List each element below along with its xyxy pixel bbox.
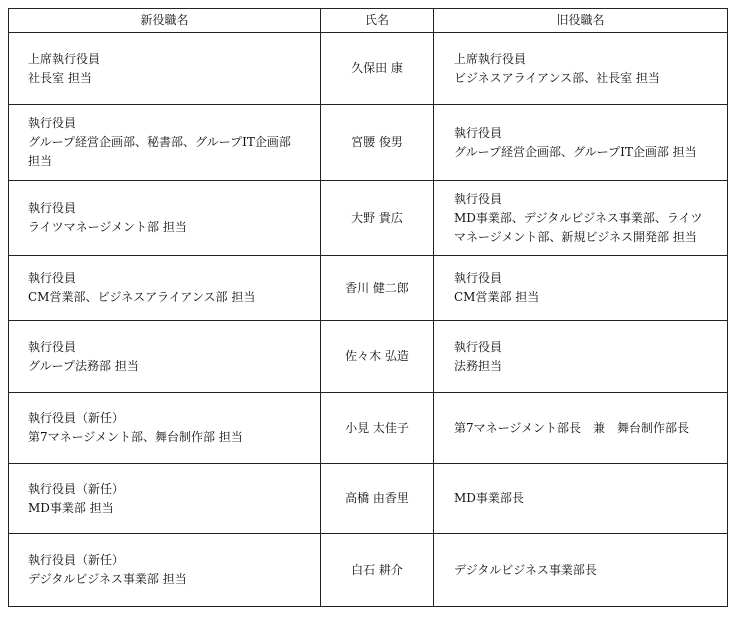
person-name: 佐々木 弘造 — [321, 321, 434, 393]
old-title-line: 執行役員 — [454, 125, 503, 140]
new-title-line: 執行役員 — [28, 339, 77, 354]
new-title-cell — [9, 105, 321, 181]
new-title-cell — [9, 534, 321, 607]
old-title-cell — [434, 464, 728, 534]
new-title-line: ライツマネージメント部 担当 — [28, 220, 187, 234]
person-name: 宮腰 俊男 — [321, 105, 434, 181]
old-title-line: 第7マネージメント部長 兼 舞台制作部長 — [454, 420, 690, 435]
header-new-title: 新役職名 — [9, 9, 321, 33]
table-row — [9, 321, 728, 393]
old-title-cell — [434, 321, 728, 393]
old-title-line: 執行役員 — [454, 271, 503, 285]
old-title-cell — [434, 534, 728, 607]
old-title-line: 上席執行役員 — [454, 51, 527, 66]
table-row — [9, 464, 728, 534]
old-title-cell — [434, 105, 728, 181]
old-title-line: CM営業部 担当 — [454, 290, 540, 304]
old-title-line: MD事業部長 — [454, 491, 524, 505]
new-title-cell — [9, 181, 321, 256]
old-title-cell — [434, 181, 728, 256]
officer-change-table — [8, 8, 728, 607]
new-title-line: CM営業部、ビジネスアライアンス部 担当 — [28, 290, 256, 304]
table-row — [9, 256, 728, 321]
old-title-line: 法務担当 — [454, 358, 503, 373]
old-title-line: 執行役員 — [454, 191, 503, 206]
new-title-line: MD事業部 担当 — [28, 500, 114, 515]
table-row — [9, 393, 728, 464]
person-name: 大野 貴広 — [321, 181, 434, 256]
table-row — [9, 534, 728, 607]
new-title-line: 執行役員 — [28, 201, 77, 215]
old-title-line: MD事業部、デジタルビジネス事業部、ライツ — [454, 210, 703, 225]
new-title-line: 上席執行役員 — [28, 51, 101, 66]
new-title-line: 第7マネージメント部、舞台制作部 担当 — [28, 430, 243, 444]
old-title-line: グループ経営企画部、グループIT企画部 担当 — [454, 144, 697, 159]
new-title-line: 執行役員（新任） — [28, 481, 125, 496]
new-title-line: グループ法務部 担当 — [28, 358, 139, 373]
person-name: 香川 健二郎 — [321, 256, 434, 321]
person-name: 白石 耕介 — [321, 534, 434, 607]
new-title-cell — [9, 321, 321, 393]
old-title-cell — [434, 33, 728, 105]
new-title-cell — [9, 256, 321, 321]
table-row — [9, 181, 728, 256]
old-title-cell — [434, 393, 728, 464]
new-title-cell — [9, 33, 321, 105]
old-title-line: ビジネスアライアンス部、社長室 担当 — [454, 70, 660, 85]
new-title-line: 執行役員（新任） — [28, 553, 125, 567]
table-row — [9, 33, 728, 105]
new-title-line: 担当 — [28, 154, 53, 168]
person-name: 高橋 由香里 — [321, 464, 434, 534]
new-title-line: 執行役員 — [28, 116, 77, 130]
table-row — [9, 105, 728, 181]
person-name: 小見 太佳子 — [321, 393, 434, 464]
header-name: 氏名 — [321, 9, 434, 33]
person-name: 久保田 康 — [321, 33, 434, 105]
new-title-line: グループ経営企画部、秘書部、グループIT企画部 — [28, 135, 291, 149]
header-row — [9, 9, 728, 33]
old-title-cell — [434, 256, 728, 321]
old-title-line: デジタルビジネス事業部長 — [454, 562, 597, 577]
new-title-cell — [9, 393, 321, 464]
new-title-cell — [9, 464, 321, 534]
old-title-line: 執行役員 — [454, 339, 503, 354]
old-title-line: マネージメント部、新規ビジネス開発部 担当 — [454, 229, 697, 244]
new-title-line: 執行役員 — [28, 271, 77, 285]
new-title-line: 社長室 担当 — [28, 70, 92, 85]
new-title-line: デジタルビジネス事業部 担当 — [28, 572, 187, 586]
header-old-title: 旧役職名 — [434, 9, 728, 33]
new-title-line: 執行役員（新任） — [28, 411, 125, 425]
